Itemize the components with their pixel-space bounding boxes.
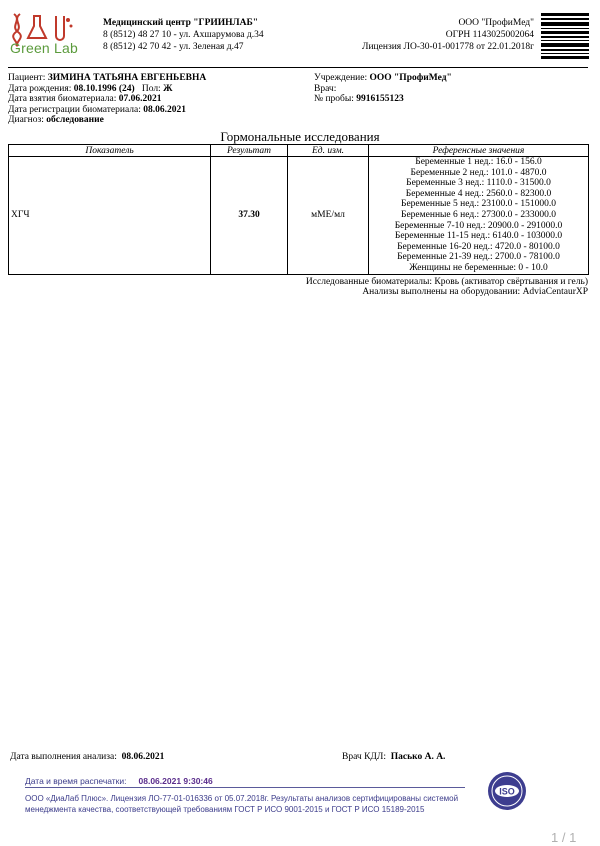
sex-value: Ж bbox=[163, 83, 173, 94]
patient-row: Пациент: ЗИМИНА ТАТЬЯНА ЕВГЕНЬЕВНА bbox=[8, 73, 207, 83]
reg-date: 08.06.2021 bbox=[143, 104, 186, 115]
analysis-date: 08.06.2021 bbox=[121, 752, 165, 762]
barcode-icon bbox=[541, 13, 589, 60]
page-number: 1 / 1 bbox=[551, 830, 577, 845]
reference-item: Беременные 2 нед.: 101.0 - 4870.0 bbox=[410, 167, 547, 178]
collect-row: Дата взятия биоматериала: 07.06.2021 bbox=[8, 94, 162, 104]
logo-text: Green Lab bbox=[10, 40, 78, 56]
org-address-2: 8 (8512) 42 70 42 - ул. Зеленая д.47 bbox=[103, 42, 244, 52]
col-header-unit: Ед. изм. bbox=[288, 145, 369, 157]
org-address-1: 8 (8512) 48 27 10 - ул. Ахшарумова д.34 bbox=[103, 30, 264, 40]
iso-label: ISO bbox=[499, 786, 515, 797]
section-title: Гормональные исследования bbox=[220, 129, 380, 144]
doctor-row: Врач: bbox=[314, 83, 337, 94]
kdl-doctor-row: Врач КДЛ: Пасько А. А. bbox=[342, 752, 446, 762]
reference-item: Беременные 7-10 нед.: 20900.0 - 291000.0 bbox=[394, 220, 563, 231]
col-header-parameter: Показатель bbox=[9, 145, 211, 157]
unit-value: мМЕ/мл bbox=[288, 157, 369, 275]
dob-value: 08.10.1996 (24) bbox=[73, 83, 135, 94]
collect-date: 07.06.2021 bbox=[118, 94, 162, 104]
print-datetime-row: Дата и время распечатки: 08.06.2021 9:30:46 bbox=[25, 776, 213, 786]
diagnosis-value: обследование bbox=[46, 115, 104, 125]
reference-item: Беременные 1 нед.: 16.0 - 156.0 bbox=[415, 157, 542, 167]
equipment-note: Анализы выполнены на оборудовании: AdviaCentaurXP bbox=[362, 287, 588, 297]
company-license: Лицензия ЛО-30-01-001778 от 22.01.2018г bbox=[362, 42, 534, 52]
reference-item: Беременные 6 нед.: 27300.0 - 233000.0 bbox=[401, 209, 556, 220]
reference-item: Беременные 5 нед.: 23100.0 - 151000.0 bbox=[401, 199, 556, 210]
company-name: ООО "ПрофиМед" bbox=[458, 18, 534, 28]
analysis-date-row: Дата выполнения анализа: 08.06.2021 bbox=[10, 752, 165, 762]
reference-values bbox=[369, 157, 589, 275]
reference-item: Беременные 16-20 нед.: 4720.0 - 80100.0 bbox=[397, 241, 560, 252]
reference-item: Женщины не беременные: 0 - 10.0 bbox=[409, 262, 548, 273]
sample-number: 9916155123 bbox=[356, 94, 404, 104]
print-datetime: 08.06.2021 9:30:46 bbox=[138, 776, 213, 786]
company-ogrn: ОГРН 1143025002064 bbox=[445, 30, 534, 40]
institution-value: ООО "ПрофиМед" bbox=[369, 73, 452, 83]
iso-seal-icon bbox=[487, 771, 527, 811]
biomaterial-note: Исследованные биоматериалы: Кровь (активатор свёртывания и гель) bbox=[305, 277, 588, 287]
sample-row: № пробы: 9916155123 bbox=[314, 94, 404, 104]
reference-item: Беременные 21-39 нед.: 2700.0 - 78100.0 bbox=[397, 252, 560, 263]
table-header-row bbox=[9, 145, 589, 157]
footer-divider bbox=[25, 787, 465, 788]
reference-item: Беременные 11-15 нед.: 6140.0 - 103000.0 bbox=[394, 231, 563, 242]
company-info bbox=[362, 17, 534, 53]
org-name: Медицинский центр "ГРИИНЛАБ" bbox=[103, 18, 259, 28]
reference-item: Беременные 3 нед.: 1110.0 - 31500.0 bbox=[406, 178, 551, 189]
dob-row: Дата рождения: 08.10.1996 (24) Пол: Ж bbox=[8, 83, 173, 94]
kdl-doctor: Пасько А. А. bbox=[390, 752, 446, 762]
reference-item: Беременные 4 нед.: 2560.0 - 82300.0 bbox=[405, 188, 552, 199]
parameter-name: ХГЧ bbox=[9, 157, 211, 275]
patient-name: ЗИМИНА ТАТЬЯНА ЕВГЕНЬЕВНА bbox=[47, 73, 207, 83]
diagnosis-row: Диагноз: обследование bbox=[8, 115, 104, 125]
result-value: 37.30 bbox=[211, 157, 288, 275]
col-header-reference: Референсные значения bbox=[369, 145, 589, 157]
reg-row: Дата регистрации биоматериала: 08.06.2021 bbox=[8, 104, 186, 115]
lab-license-text: ООО «ДиаЛаб Плюс». Лицензия ЛО-77-01-016336 от 05.07.2018г. Результаты анализов сертифицированы системой менеджмента качества, соответствующей требованиям ГОСТ Р ИСО 9001-2015 и ГОСТ Р ИСО 15189-2015 bbox=[25, 794, 459, 814]
results-table bbox=[8, 144, 589, 275]
institution-row: Учреждение: ООО "ПрофиМед" bbox=[314, 73, 452, 83]
org-info bbox=[103, 17, 264, 53]
table-row bbox=[9, 157, 589, 275]
patient-left-block bbox=[8, 73, 206, 126]
col-header-result: Результат bbox=[211, 145, 288, 157]
header-divider bbox=[8, 67, 588, 68]
patient-right-block bbox=[314, 73, 452, 105]
